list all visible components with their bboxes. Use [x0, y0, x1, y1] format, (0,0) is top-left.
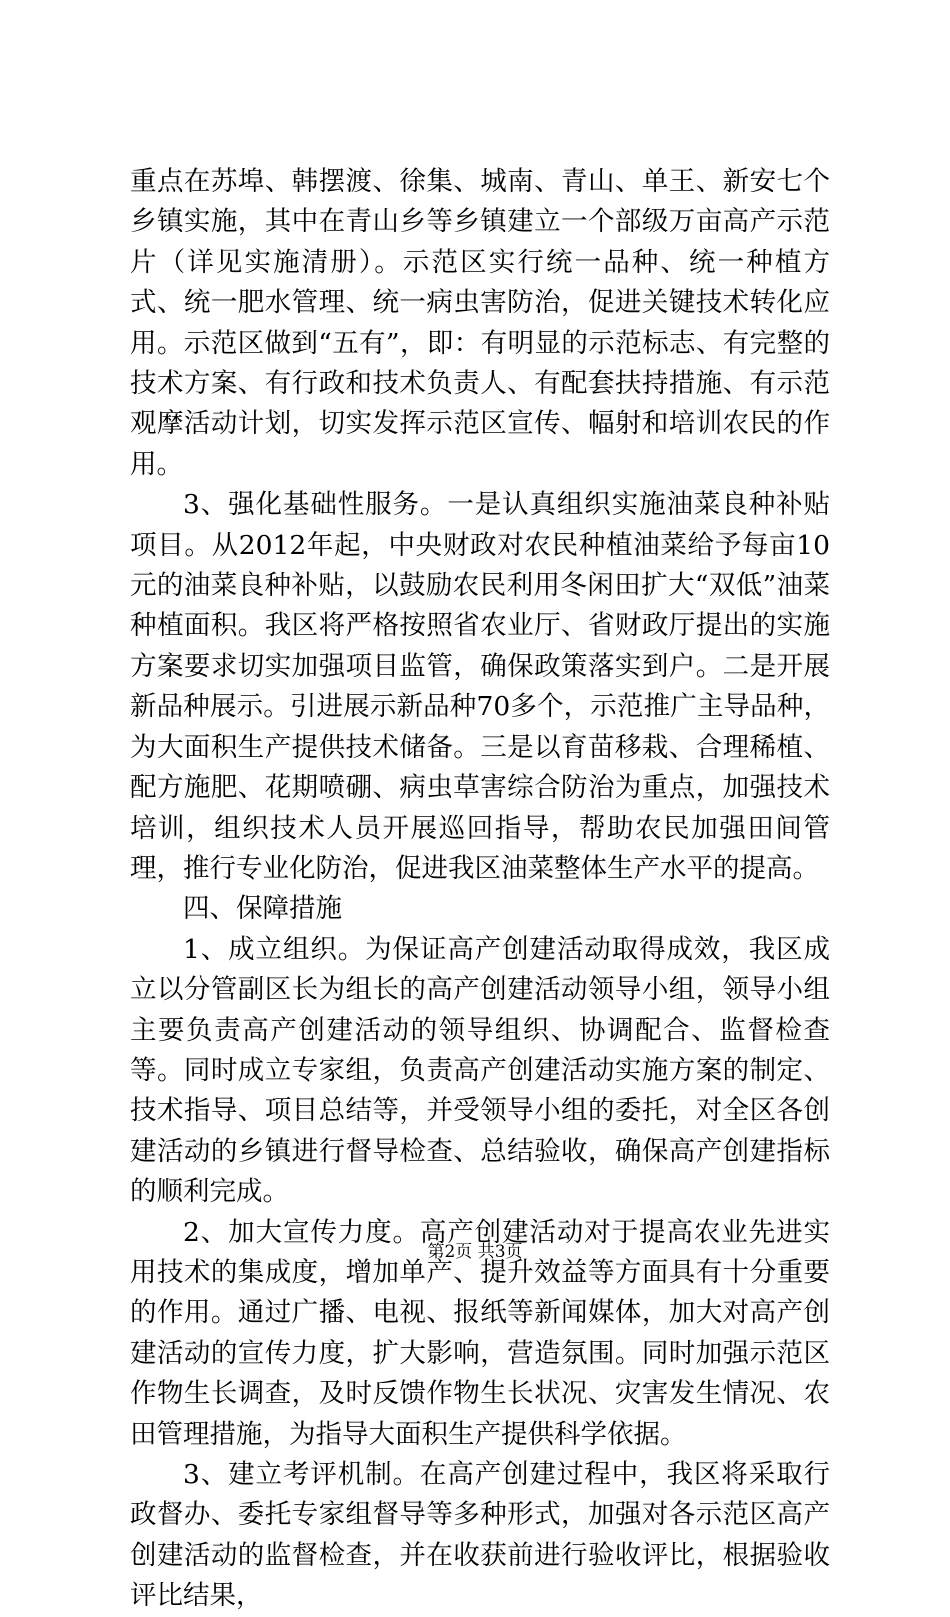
paragraph-basic-services: 3、强化基础性服务。一是认真组织实施油菜良种补贴项目。从2012年起，中央财政对农民种植油菜给予每亩10元的油菜良种补贴，以鼓励农民利用冬闲田扩大“双低”油菜种植面积。我区将严格按照省农业厅、省财政厅提出的实施方案要求切实加强项目监管，确保政策落实到户。二是开展新品种展示。引进展示新品种70多个，示范推广主导品种，为大面积生产提供技术储备。三是以育苗移栽、合理稀植、配方施肥、花期喷硼、病虫草害综合防治为重点，加强技术培训，组织技术人员开展巡回指导，帮助农民加强田间管理，推行专业化防治，促进我区油菜整体生产水平的提高。	[130, 489, 830, 884]
document-body	[130, 162, 830, 1617]
paragraph-demo-zone: 重点在苏埠、韩摆渡、徐集、城南、青山、单王、新安七个乡镇实施，其中在青山乡等乡镇建立一个部级万亩高产示范片（详见实施清册）。示范区实行统一品种、统一种植方式、统一肥水管理、统一病虫害防治，促进关键技术转化应用。示范区做到“五有”，即：有明显的示范标志、有完整的技术方案、有行政和技术负责人、有配套扶持措施、有示范观摩活动计划，切实发挥示范区宣传、幅射和培训农民的作用。	[130, 166, 830, 480]
paragraph-evaluation: 3、建立考评机制。在高产创建过程中，我区将采取行政督办、委托专家组督导等多种形式，加强对各示范区高产创建活动的监督检查，并在收获前进行验收评比，根据验收评比结果，	[130, 1459, 830, 1612]
paragraph-organization: 1、成立组织。为保证高产创建活动取得成效，我区成立以分管副区长为组长的高产创建活动领导小组，领导小组主要负责高产创建活动的领导组织、协调配合、监督检查等。同时成立专家组，负责高产创建活动实施方案的制定、技术指导、项目总结等，并受领导小组的委托，对全区各创建活动的乡镇进行督导检查、总结验收，确保高产创建指标的顺利完成。	[130, 933, 830, 1208]
paragraph-publicity: 2、加大宣传力度。高产创建活动对于提高农业先进实用技术的集成度，增加单产、提升效益等方面具有十分重要的作用。通过广播、电视、报纸等新闻媒体，加大对高产创建活动的宣传力度，扩大影响，营造氛围。同时加强示范区作物生长调查，及时反馈作物生长状况、灾害发生情况、农田管理措施，为指导大面积生产提供科学依据。	[130, 1216, 830, 1450]
page-number: 第2页 共3页	[427, 1242, 523, 1262]
section-heading-safeguards: 四、保障措施	[183, 893, 342, 925]
page-footer	[0, 1241, 950, 1263]
